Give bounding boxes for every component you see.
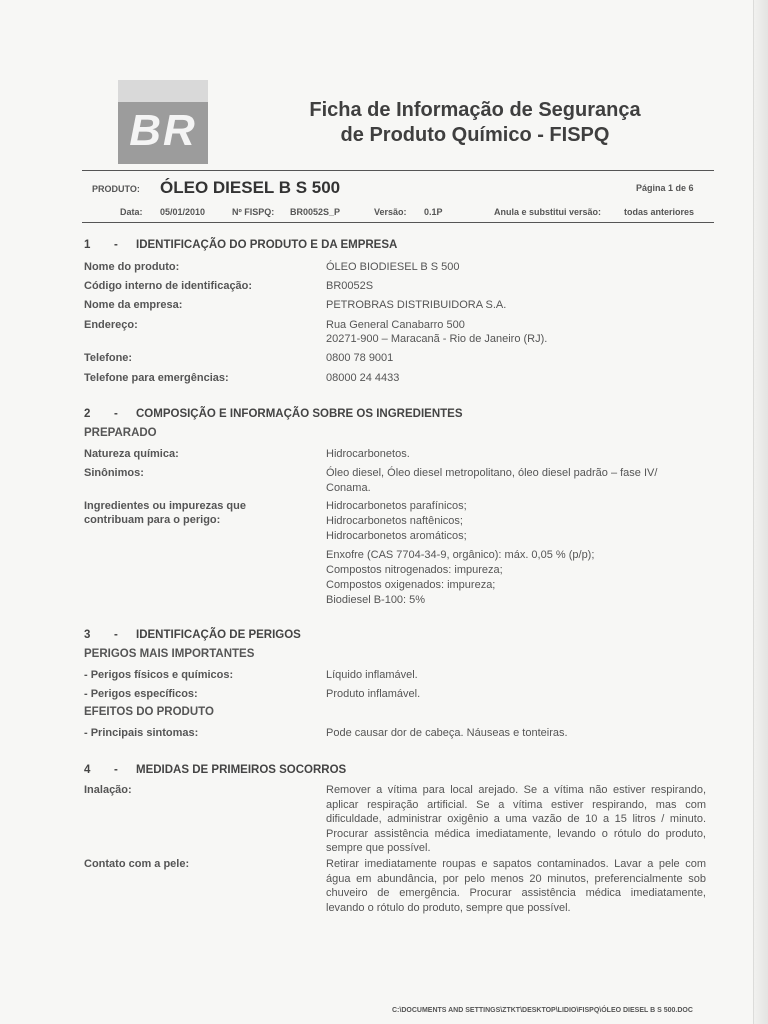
codigo-value: BR0052S (326, 280, 374, 292)
section-2-subtitle: PREPARADO (84, 427, 157, 439)
page-edge (753, 0, 768, 1024)
fispq-value: BR0052S_P (290, 207, 341, 217)
perigos-fisicos-label: - Perigos físicos e químicos: (84, 669, 234, 681)
produto-label: PRODUTO: (92, 184, 140, 194)
section-4-heading (84, 764, 346, 776)
section-3-number: 3 (84, 629, 91, 641)
section-4-title: MEDIDAS DE PRIMEIROS SOCORROS (136, 764, 347, 776)
logo-band (118, 80, 208, 102)
sinonimos-line2: Conama. (326, 482, 371, 494)
nome-produto-label: Nome do produto: (84, 261, 180, 273)
data-label: Data: (120, 207, 143, 217)
telefone-value: 0800 78 9001 (326, 352, 394, 364)
emergencia-value: 08000 24 4433 (326, 372, 400, 384)
versao-label: Versão: (374, 207, 407, 217)
ingredientes-label-line1: Ingredientes ou impurezas que (84, 500, 246, 512)
nome-produto-value: ÓLEO BIODIESEL B S 500 (326, 261, 460, 273)
fispq-label: Nº FISPQ: (232, 207, 275, 217)
section-4-dash: - (114, 764, 118, 776)
emergencia-label: Telefone para emergências: (84, 372, 229, 384)
data-value: 05/01/2010 (160, 207, 206, 217)
section-3-dash: - (114, 629, 118, 641)
versao-value: 0.1P (424, 207, 443, 217)
ingredientes-label-line2: contribuam para o perigo: (84, 514, 221, 526)
ingrediente-item: Compostos oxigenados: impureza; (326, 579, 496, 591)
codigo-label: Código interno de identificação: (84, 280, 253, 292)
file-path-footer: C:\DOCUMENTS AND SETTINGS\ZTKT\DESKTOP\LIDIO\FISPQ\ÓLEO DIESEL B S 500.DOC (392, 1007, 693, 1014)
inalacao-label: Inalação: (84, 784, 132, 796)
br-logo (118, 80, 208, 164)
section-2-dash: - (114, 408, 118, 420)
section-3-title: IDENTIFICAÇÃO DE PERIGOS (136, 629, 301, 641)
section-2-title: COMPOSIÇÃO E INFORMAÇÃO SOBRE OS INGREDIENTES (136, 408, 463, 420)
natureza-label: Natureza química: (84, 448, 179, 460)
endereco-line1: Rua General Canabarro 500 (326, 319, 465, 331)
anula-value: todas anteriores (624, 207, 695, 217)
inalacao-value: Remover a vítima para local arejado. Se a vítima não estiver respirando, aplicar respiração artificial. Se a vítima estiver respirando, mas com dificuldade, administrar oxigênio a uma vazão de 10 a 15 litros / minuto. Procurar assistência médica imediatamente, levando o rótulo do produto, sempre que possível. (326, 784, 706, 854)
section-2-heading (84, 408, 463, 420)
contato-pele-label: Contato com a pele: (84, 858, 190, 870)
section-4-number: 4 (84, 764, 91, 776)
empresa-value: PETROBRAS DISTRIBUIDORA S.A. (326, 299, 507, 311)
sintomas-label: - Principais sintomas: (84, 727, 199, 739)
section-1-heading (84, 239, 397, 251)
perigos-fisicos-value: Líquido inflamável. (326, 669, 418, 681)
sinonimos-line1: Óleo diesel, Óleo diesel metropolitano, óleo diesel padrão – fase IV/ (326, 467, 658, 479)
contato-pele-value: Retirar imediatamente roupas e sapatos contaminados. Lavar a pele com água em abundância, por pelo menos 20 minutos, preferencialmente sob chuveiro de emergência. Procurar assistência médica imediatamente, levando o rótulo do produto, sempre que possível. (326, 858, 706, 914)
header-top-rule (82, 170, 714, 171)
section-3-subtitle-2: EFEITOS DO PRODUTO (84, 706, 214, 718)
section-1-title: IDENTIFICAÇÃO DO PRODUTO E DA EMPRESA (136, 239, 398, 251)
logo-text: BR (129, 106, 197, 155)
ingrediente-item: Hidrocarbonetos aromáticos; (326, 530, 467, 542)
anula-label: Anula e substitui versão: (494, 207, 602, 217)
empresa-label: Nome da empresa: (84, 299, 183, 311)
sintomas-value: Pode causar dor de cabeça. Náuseas e tonteiras. (326, 727, 568, 739)
page-number: Página 1 de 6 (636, 183, 694, 193)
section-2-number: 2 (84, 408, 91, 420)
section-1-number: 1 (84, 239, 91, 251)
ingrediente-item: Biodiesel B-100: 5% (326, 594, 426, 606)
ingrediente-item: Enxofre (CAS 7704-34-9, orgânico): máx. 0,05 % (p/p); (326, 549, 595, 561)
telefone-label: Telefone: (84, 352, 133, 364)
perigos-especificos-value: Produto inflamável. (326, 688, 421, 700)
document-title-line1: Ficha de Informação de Segurança (309, 99, 641, 121)
section-3-heading (84, 629, 301, 641)
perigos-especificos-label: - Perigos específicos: (84, 688, 198, 700)
produto-value: ÓLEO DIESEL B S 500 (160, 178, 341, 197)
ingrediente-item: Compostos nitrogenados: impureza; (326, 564, 503, 576)
header-bottom-rule (82, 222, 714, 223)
endereco-line2: 20271-900 – Maracanã - Rio de Janeiro (RJ). (326, 333, 548, 345)
natureza-value: Hidrocarbonetos. (326, 448, 410, 460)
ingrediente-item: Hidrocarbonetos parafínicos; (326, 500, 467, 512)
ingrediente-item: Hidrocarbonetos naftênicos; (326, 515, 463, 527)
document-title-line2: de Produto Químico - FISPQ (340, 124, 610, 146)
sinonimos-label: Sinônimos: (84, 467, 144, 479)
endereco-label: Endereço: (84, 319, 138, 331)
section-1-dash: - (114, 239, 118, 251)
section-3-subtitle-1: PERIGOS MAIS IMPORTANTES (84, 648, 255, 660)
